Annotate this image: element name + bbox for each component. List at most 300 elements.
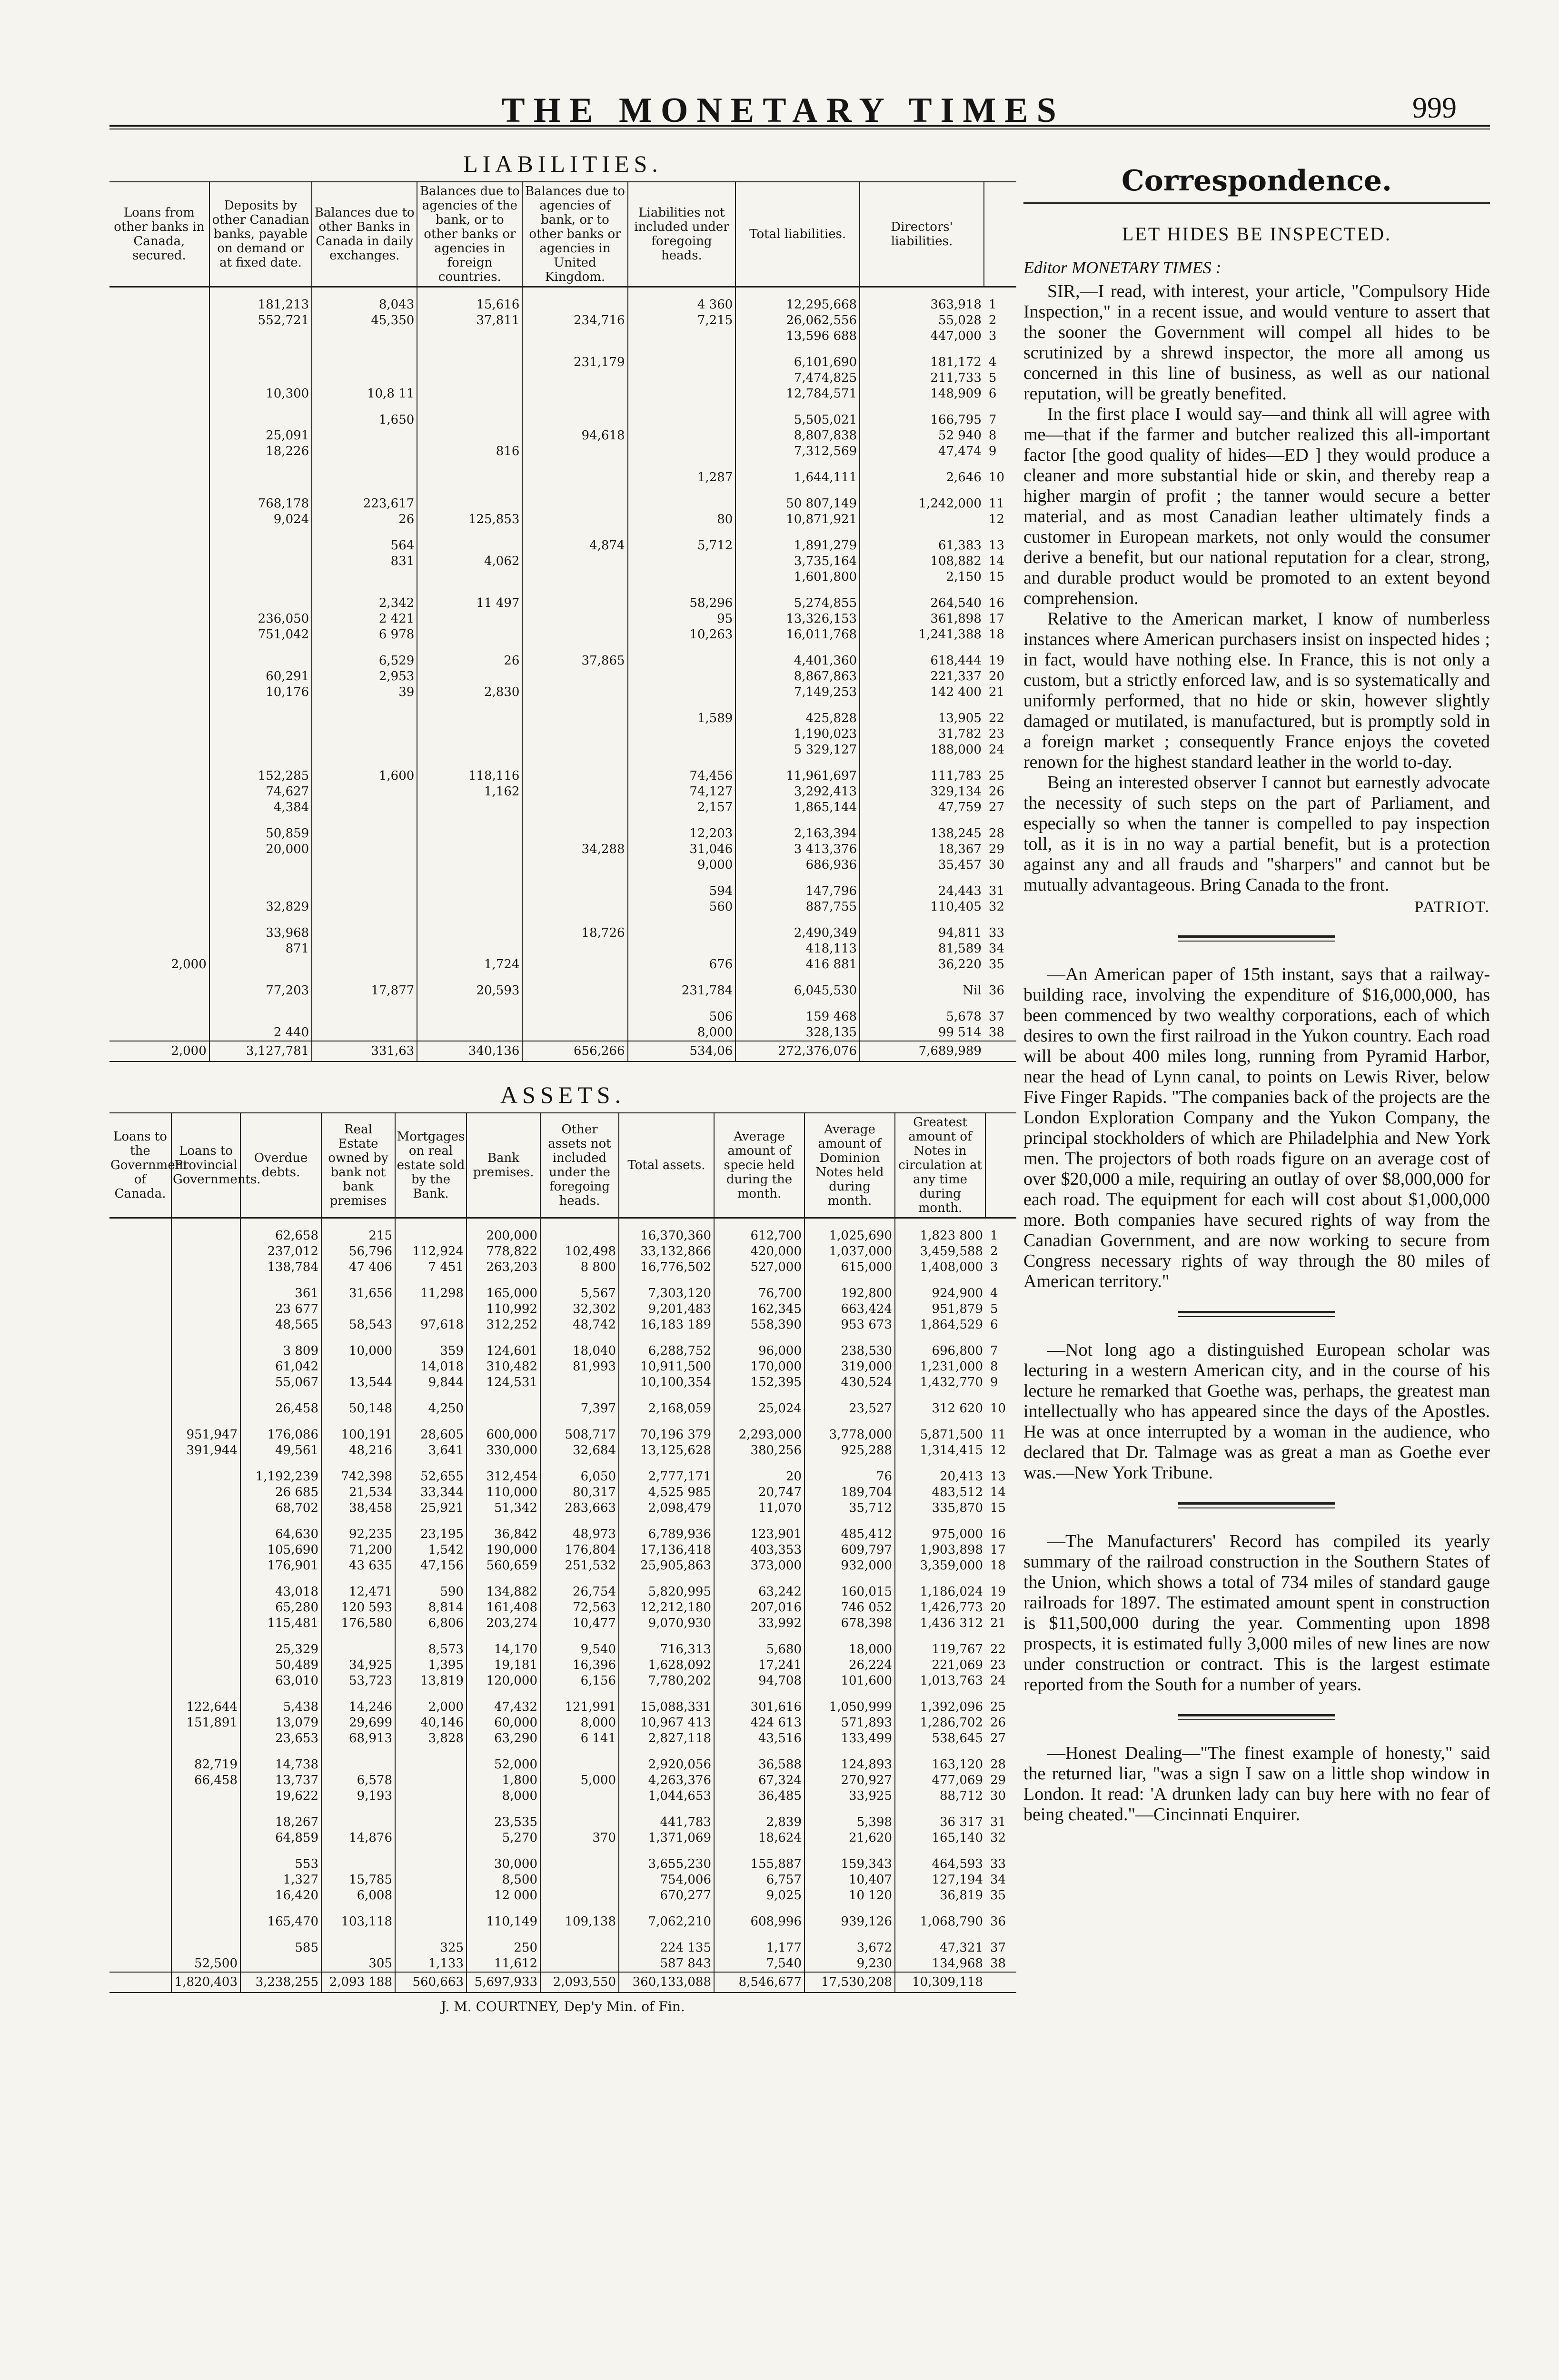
table-cell: 361,898 bbox=[860, 611, 984, 627]
table-cell bbox=[628, 726, 736, 742]
section-divider bbox=[1178, 1311, 1335, 1317]
row-number: 21 bbox=[990, 1616, 1006, 1630]
table-cell bbox=[321, 1359, 395, 1375]
table-cell: 142 400 bbox=[860, 684, 984, 700]
table-cell bbox=[522, 444, 627, 459]
table-cell bbox=[209, 569, 312, 585]
row-number: 18 bbox=[990, 1558, 1006, 1573]
table-cell: 1,644,111 bbox=[735, 470, 860, 486]
table-cell bbox=[109, 1773, 171, 1788]
table-cell bbox=[109, 1956, 171, 1972]
table-cell: 65,280 bbox=[240, 1600, 321, 1616]
liabilities-row bbox=[109, 428, 1016, 444]
table-cell: 26,062,556 bbox=[735, 313, 860, 328]
table-cell: 283,663 bbox=[540, 1500, 619, 1516]
row-group-gap bbox=[109, 486, 1016, 496]
table-cell: 1,823 800 bbox=[895, 1218, 985, 1244]
table-cell bbox=[395, 1757, 467, 1773]
table-cell bbox=[171, 1317, 240, 1333]
row-number: 32 bbox=[988, 900, 1004, 914]
table-cell bbox=[522, 1025, 627, 1041]
table-cell: 47,432 bbox=[467, 1699, 540, 1715]
table-cell: 250 bbox=[467, 1940, 540, 1956]
table-cell bbox=[109, 569, 209, 585]
table-cell: 52,000 bbox=[467, 1757, 540, 1773]
table-cell bbox=[417, 711, 522, 726]
table-cell bbox=[628, 412, 736, 428]
letter-paragraph: SIR,—I read, with interest, your article, "Compulsory Hide Inspection," in a recent issue, and would venture to assert that the sooner the Government will compel all hides to be scrutinized by a shrewd inspector, the more all among us concerned in this line of business, as well as our national reputation, will be greatly benefited. bbox=[1023, 281, 1490, 404]
liabilities-row bbox=[109, 883, 1016, 899]
table-cell bbox=[522, 983, 627, 999]
row-number: 24 bbox=[988, 743, 1004, 757]
table-cell: 13,819 bbox=[395, 1673, 467, 1689]
total-cell: 8,546,677 bbox=[714, 1972, 804, 1993]
assets-title: ASSETS. bbox=[500, 1081, 626, 1108]
table-cell: 951,947 bbox=[171, 1427, 240, 1443]
table-cell: 9,193 bbox=[321, 1788, 395, 1804]
table-cell bbox=[417, 842, 522, 857]
row-number: 17 bbox=[990, 1543, 1006, 1557]
table-cell: 12 000 bbox=[467, 1888, 540, 1904]
table-cell bbox=[312, 941, 417, 957]
liabilities-row bbox=[109, 355, 1016, 370]
table-cell: 165,470 bbox=[240, 1914, 321, 1930]
table-cell: 77,203 bbox=[209, 983, 312, 999]
table-cell bbox=[109, 768, 209, 784]
table-cell bbox=[312, 899, 417, 915]
assets-column-header: Average amount of Dominion Notes held during month. bbox=[804, 1113, 895, 1218]
table-cell: 99 514 bbox=[860, 1025, 984, 1041]
table-cell: 2,150 bbox=[860, 569, 984, 585]
table-cell: 33,992 bbox=[714, 1616, 804, 1631]
table-cell: 125,853 bbox=[417, 512, 522, 527]
table-cell: 1,903,898 bbox=[895, 1542, 985, 1558]
row-group-gap bbox=[109, 585, 1016, 595]
table-cell: 122,644 bbox=[171, 1699, 240, 1715]
table-cell: 2,830 bbox=[417, 684, 522, 700]
assets-row bbox=[109, 1788, 1016, 1804]
section-divider bbox=[1178, 1714, 1335, 1720]
liabilities-row bbox=[109, 1025, 1016, 1041]
table-cell: 25,905,863 bbox=[619, 1558, 714, 1574]
table-cell: 485,412 bbox=[804, 1527, 895, 1542]
table-cell: 742,398 bbox=[321, 1469, 395, 1485]
table-cell bbox=[395, 1773, 467, 1788]
table-cell: 14,246 bbox=[321, 1699, 395, 1715]
assets-row bbox=[109, 1731, 1016, 1746]
row-number: 37 bbox=[988, 1010, 1004, 1024]
table-cell: 61,042 bbox=[240, 1359, 321, 1375]
table-cell bbox=[171, 1375, 240, 1390]
table-cell: 37,811 bbox=[417, 313, 522, 328]
table-cell: 2,827,118 bbox=[619, 1731, 714, 1746]
table-cell bbox=[109, 1469, 171, 1485]
row-number: 19 bbox=[990, 1585, 1006, 1599]
table-cell: 47,321 bbox=[895, 1940, 985, 1956]
assets-row bbox=[109, 1830, 1016, 1846]
liabilities-row bbox=[109, 538, 1016, 554]
table-cell: 181,172 bbox=[860, 355, 984, 370]
liabilities-column-header: Loans from other banks in Canada, secured. bbox=[109, 182, 209, 287]
letter-heading: LET HIDES BE INSPECTED. bbox=[1122, 223, 1392, 245]
table-cell bbox=[171, 1616, 240, 1631]
table-cell: 58,543 bbox=[321, 1317, 395, 1333]
table-cell: 7,474,825 bbox=[735, 370, 860, 386]
total-cell: 272,376,076 bbox=[735, 1041, 860, 1061]
table-cell: 47,156 bbox=[395, 1558, 467, 1574]
table-cell bbox=[209, 742, 312, 758]
table-cell: 1,314,415 bbox=[895, 1443, 985, 1458]
table-cell bbox=[109, 470, 209, 486]
total-cell: 1,820,403 bbox=[171, 1972, 240, 1993]
table-cell: 24,443 bbox=[860, 883, 984, 899]
table-cell: 10,967 413 bbox=[619, 1715, 714, 1731]
table-cell: 211,733 bbox=[860, 370, 984, 386]
table-cell: 36 317 bbox=[895, 1815, 985, 1830]
table-cell bbox=[321, 1301, 395, 1317]
table-cell: 120 593 bbox=[321, 1600, 395, 1616]
editor-line: Editor MONETARY TIMES : bbox=[1023, 258, 1221, 277]
table-cell bbox=[209, 957, 312, 972]
table-cell bbox=[109, 1699, 171, 1715]
total-cell: 7,689,989 bbox=[860, 1041, 984, 1061]
table-cell: 618,444 bbox=[860, 653, 984, 669]
table-cell: 590 bbox=[395, 1584, 467, 1600]
table-cell: 7,540 bbox=[714, 1956, 804, 1972]
table-cell: 594 bbox=[628, 883, 736, 899]
table-cell bbox=[395, 1914, 467, 1930]
table-cell: 92,235 bbox=[321, 1527, 395, 1542]
row-number: 34 bbox=[988, 942, 1004, 956]
table-cell bbox=[522, 941, 627, 957]
table-cell: 224 135 bbox=[619, 1940, 714, 1956]
table-cell: 11,070 bbox=[714, 1500, 804, 1516]
table-cell: 3 413,376 bbox=[735, 842, 860, 857]
table-cell bbox=[395, 1830, 467, 1846]
table-cell bbox=[417, 386, 522, 402]
table-cell: 663,424 bbox=[804, 1301, 895, 1317]
row-number: 2 bbox=[988, 313, 997, 327]
row-number: 38 bbox=[990, 1956, 1006, 1971]
table-cell: 94,708 bbox=[714, 1673, 804, 1689]
table-cell: 1,371,069 bbox=[619, 1830, 714, 1846]
table-cell: 18,000 bbox=[804, 1642, 895, 1657]
table-cell: 871 bbox=[209, 941, 312, 957]
assets-column-header: Loans to the Government of Canada. bbox=[109, 1113, 171, 1218]
table-cell bbox=[628, 370, 736, 386]
table-cell: 10,300 bbox=[209, 386, 312, 402]
table-cell bbox=[109, 784, 209, 800]
table-cell: 68,913 bbox=[321, 1731, 395, 1746]
table-cell: 676 bbox=[628, 957, 736, 972]
table-cell bbox=[628, 496, 736, 512]
table-cell: 418,113 bbox=[735, 941, 860, 957]
table-cell: 14,738 bbox=[240, 1757, 321, 1773]
table-cell: 587 843 bbox=[619, 1956, 714, 1972]
table-cell: 105,690 bbox=[240, 1542, 321, 1558]
table-cell: 5,398 bbox=[804, 1815, 895, 1830]
row-number: 35 bbox=[990, 1888, 1006, 1903]
table-cell bbox=[109, 1558, 171, 1574]
table-cell bbox=[321, 1642, 395, 1657]
table-cell: 420,000 bbox=[714, 1244, 804, 1259]
table-cell: 1,231,000 bbox=[895, 1359, 985, 1375]
table-cell: 76 bbox=[804, 1469, 895, 1485]
table-cell: 2,777,171 bbox=[619, 1469, 714, 1485]
table-cell: 8,867,863 bbox=[735, 669, 860, 684]
table-cell bbox=[540, 1872, 619, 1888]
table-cell: 20,593 bbox=[417, 983, 522, 999]
total-cell: 331,63 bbox=[312, 1041, 417, 1061]
table-cell: 111,783 bbox=[860, 768, 984, 784]
table-cell: 237,012 bbox=[240, 1244, 321, 1259]
table-cell bbox=[312, 711, 417, 726]
table-cell bbox=[312, 428, 417, 444]
assets-row bbox=[109, 1427, 1016, 1443]
table-cell: 147,796 bbox=[735, 883, 860, 899]
table-cell: 223,617 bbox=[312, 496, 417, 512]
table-cell: 231,179 bbox=[522, 355, 627, 370]
table-cell: 3,641 bbox=[395, 1443, 467, 1458]
table-cell bbox=[628, 554, 736, 569]
table-cell: 82,719 bbox=[171, 1757, 240, 1773]
table-cell: 13,905 bbox=[860, 711, 984, 726]
table-cell: 47,474 bbox=[860, 444, 984, 459]
row-number: 28 bbox=[990, 1757, 1006, 1772]
table-cell bbox=[109, 1914, 171, 1930]
row-group-gap bbox=[109, 700, 1016, 711]
table-cell: 5,820,995 bbox=[619, 1584, 714, 1600]
table-cell: 975,000 bbox=[895, 1527, 985, 1542]
letter-paragraph: Being an interested observer I cannot but earnestly advocate the necessity of such steps on the part of Parliament, and especially so when the tanner is compelled to pay inspection toll, as it is in no way a partial benefit, but is a protection against any and all frauds and "sharpers" and cannot but be mutually advantageous. Bring Canada to the front. bbox=[1023, 773, 1490, 895]
table-cell bbox=[522, 768, 627, 784]
liabilities-row bbox=[109, 684, 1016, 700]
table-cell: 7,780,202 bbox=[619, 1673, 714, 1689]
assets-row bbox=[109, 1616, 1016, 1631]
table-cell: 1,392,096 bbox=[895, 1699, 985, 1715]
liabilities-row bbox=[109, 444, 1016, 459]
table-cell bbox=[417, 826, 522, 842]
table-cell bbox=[417, 883, 522, 899]
assets-header-row bbox=[109, 1113, 1016, 1218]
table-cell bbox=[417, 857, 522, 873]
table-cell: 10,176 bbox=[209, 684, 312, 700]
table-cell: 2,342 bbox=[312, 595, 417, 611]
table-cell bbox=[109, 1715, 171, 1731]
table-cell: 74,127 bbox=[628, 784, 736, 800]
table-cell: 120,000 bbox=[467, 1673, 540, 1689]
table-cell: 329,134 bbox=[860, 784, 984, 800]
table-cell: 32,829 bbox=[209, 899, 312, 915]
table-cell bbox=[522, 496, 627, 512]
assets-row bbox=[109, 1815, 1016, 1830]
liabilities-column-header: Deposits by other Canadian banks, payable on demand or at fixed date. bbox=[209, 182, 312, 287]
table-cell: 831 bbox=[312, 554, 417, 569]
table-cell bbox=[522, 569, 627, 585]
table-cell: 17,241 bbox=[714, 1657, 804, 1673]
table-cell: 10,000 bbox=[321, 1343, 395, 1359]
table-cell: 18,040 bbox=[540, 1343, 619, 1359]
table-cell: 215 bbox=[321, 1218, 395, 1244]
table-cell: 527,000 bbox=[714, 1259, 804, 1275]
table-cell: 251,532 bbox=[540, 1558, 619, 1574]
table-cell bbox=[417, 496, 522, 512]
row-group-gap bbox=[109, 643, 1016, 653]
row-number: 13 bbox=[988, 538, 1004, 553]
assets-body bbox=[109, 1218, 1016, 1993]
assets-row bbox=[109, 1244, 1016, 1259]
assets-row bbox=[109, 1699, 1016, 1715]
page-number: 999 bbox=[1412, 92, 1457, 124]
table-cell: 932,000 bbox=[804, 1558, 895, 1574]
table-cell: 8,000 bbox=[467, 1788, 540, 1804]
table-cell: 10,477 bbox=[540, 1616, 619, 1631]
table-cell: 163,120 bbox=[895, 1757, 985, 1773]
assets-row bbox=[109, 1757, 1016, 1773]
table-cell bbox=[522, 883, 627, 899]
table-cell: 7,149,253 bbox=[735, 684, 860, 700]
table-cell bbox=[171, 1301, 240, 1317]
liabilities-row bbox=[109, 983, 1016, 999]
table-cell: 25,091 bbox=[209, 428, 312, 444]
total-cell: 534,06 bbox=[628, 1041, 736, 1061]
table-cell bbox=[109, 386, 209, 402]
table-cell: 335,870 bbox=[895, 1500, 985, 1516]
table-cell: 2,098,479 bbox=[619, 1500, 714, 1516]
table-cell bbox=[109, 1485, 171, 1500]
table-cell: 310,482 bbox=[467, 1359, 540, 1375]
table-cell bbox=[522, 627, 627, 643]
table-cell: 361 bbox=[240, 1286, 321, 1301]
table-cell bbox=[209, 653, 312, 669]
table-cell bbox=[109, 1673, 171, 1689]
liabilities-column-header: Total liabilities. bbox=[735, 182, 860, 287]
table-cell: 63,290 bbox=[467, 1731, 540, 1746]
table-cell: 43 635 bbox=[321, 1558, 395, 1574]
table-cell bbox=[109, 941, 209, 957]
table-cell bbox=[109, 842, 209, 857]
table-cell: 118,116 bbox=[417, 768, 522, 784]
table-cell: 1,865,144 bbox=[735, 800, 860, 815]
table-cell: 10,871,921 bbox=[735, 512, 860, 527]
row-number: 27 bbox=[988, 800, 1004, 814]
table-cell bbox=[628, 941, 736, 957]
liabilities-row bbox=[109, 313, 1016, 328]
assets-row bbox=[109, 1673, 1016, 1689]
table-cell: 66,458 bbox=[171, 1773, 240, 1788]
news-item-manufacturers-record: —The Manufacturers' Record has compiled its yearly summary of the railroad construction in the Southern States of the Union, which shows a total of 734 miles of standard gauge railroads for 1897. The estimated amount spent in construction is $11,500,000 during the year. Commenting upon 1898 prospects, it is estimated fully 3,000 miles of new lines are now under construction or contract. This is the largest estimate reported from the South for a number of years. bbox=[1023, 1531, 1490, 1695]
table-cell bbox=[395, 1788, 467, 1804]
table-cell bbox=[522, 784, 627, 800]
table-cell: 312,252 bbox=[467, 1317, 540, 1333]
table-cell bbox=[417, 726, 522, 742]
assets-row-number-header bbox=[985, 1113, 1016, 1218]
table-cell bbox=[312, 444, 417, 459]
table-cell: 2 440 bbox=[209, 1025, 312, 1041]
table-cell bbox=[109, 684, 209, 700]
table-cell: 4,263,376 bbox=[619, 1773, 714, 1788]
table-cell: 4,525 985 bbox=[619, 1485, 714, 1500]
table-cell bbox=[109, 1830, 171, 1846]
table-cell: 686,936 bbox=[735, 857, 860, 873]
table-cell: 1,133 bbox=[395, 1956, 467, 1972]
table-cell: 11,961,697 bbox=[735, 768, 860, 784]
table-cell: 560,659 bbox=[467, 1558, 540, 1574]
assets-row bbox=[109, 1940, 1016, 1956]
liabilities-row bbox=[109, 711, 1016, 726]
table-cell: 263,203 bbox=[467, 1259, 540, 1275]
table-cell: 8,043 bbox=[312, 287, 417, 313]
table-cell bbox=[171, 1914, 240, 1930]
table-cell: 6,806 bbox=[395, 1616, 467, 1631]
liabilities-row bbox=[109, 784, 1016, 800]
table-cell: 1,864,529 bbox=[895, 1317, 985, 1333]
total-cell: 656,266 bbox=[522, 1041, 627, 1061]
table-cell: 110,405 bbox=[860, 899, 984, 915]
total-cell: 3,238,255 bbox=[240, 1972, 321, 1993]
table-cell bbox=[209, 1009, 312, 1025]
table-cell: 10,911,500 bbox=[619, 1359, 714, 1375]
table-cell: 159 468 bbox=[735, 1009, 860, 1025]
table-cell bbox=[109, 1757, 171, 1773]
liabilities-row bbox=[109, 925, 1016, 941]
table-cell: 26,754 bbox=[540, 1584, 619, 1600]
assets-row bbox=[109, 1888, 1016, 1904]
assets-column-header: Average amount of specie held during the month. bbox=[714, 1113, 804, 1218]
assets-row bbox=[109, 1301, 1016, 1317]
table-cell: 887,755 bbox=[735, 899, 860, 915]
liabilities-row bbox=[109, 826, 1016, 842]
row-number: 34 bbox=[990, 1873, 1006, 1887]
row-number: 23 bbox=[988, 727, 1004, 741]
table-cell: 380,256 bbox=[714, 1443, 804, 1458]
table-cell: 15,088,331 bbox=[619, 1699, 714, 1715]
table-cell: 39 bbox=[312, 684, 417, 700]
table-cell: 26 685 bbox=[240, 1485, 321, 1500]
row-number: 16 bbox=[988, 596, 1004, 610]
table-cell: 134,968 bbox=[895, 1956, 985, 1972]
table-cell bbox=[171, 1343, 240, 1359]
table-cell: 52 940 bbox=[860, 428, 984, 444]
table-cell: 31,046 bbox=[628, 842, 736, 857]
table-cell: 1,241,388 bbox=[860, 627, 984, 643]
table-cell: 148,909 bbox=[860, 386, 984, 402]
table-cell: 571,893 bbox=[804, 1715, 895, 1731]
row-number: 26 bbox=[988, 784, 1004, 799]
table-cell: 3,459,588 bbox=[895, 1244, 985, 1259]
table-cell: 35,457 bbox=[860, 857, 984, 873]
table-cell bbox=[417, 899, 522, 915]
table-cell: 12,471 bbox=[321, 1584, 395, 1600]
row-number: 16 bbox=[990, 1527, 1006, 1541]
liabilities-row-number-header bbox=[984, 182, 1016, 287]
table-cell: 96,000 bbox=[714, 1343, 804, 1359]
table-cell: 1,287 bbox=[628, 470, 736, 486]
table-cell: 29,699 bbox=[321, 1715, 395, 1731]
table-cell bbox=[522, 684, 627, 700]
assets-column-header: Mortgages on real estate sold by the Bank. bbox=[395, 1113, 467, 1218]
table-cell bbox=[312, 1025, 417, 1041]
table-cell: 328,135 bbox=[735, 1025, 860, 1041]
table-cell bbox=[522, 370, 627, 386]
table-cell: 1,436 312 bbox=[895, 1616, 985, 1631]
table-cell: 746 052 bbox=[804, 1600, 895, 1616]
table-cell: 6,156 bbox=[540, 1673, 619, 1689]
row-number: 8 bbox=[990, 1359, 998, 1374]
row-number: 23 bbox=[990, 1658, 1006, 1672]
table-cell: 14,170 bbox=[467, 1642, 540, 1657]
row-number: 12 bbox=[988, 512, 1004, 526]
